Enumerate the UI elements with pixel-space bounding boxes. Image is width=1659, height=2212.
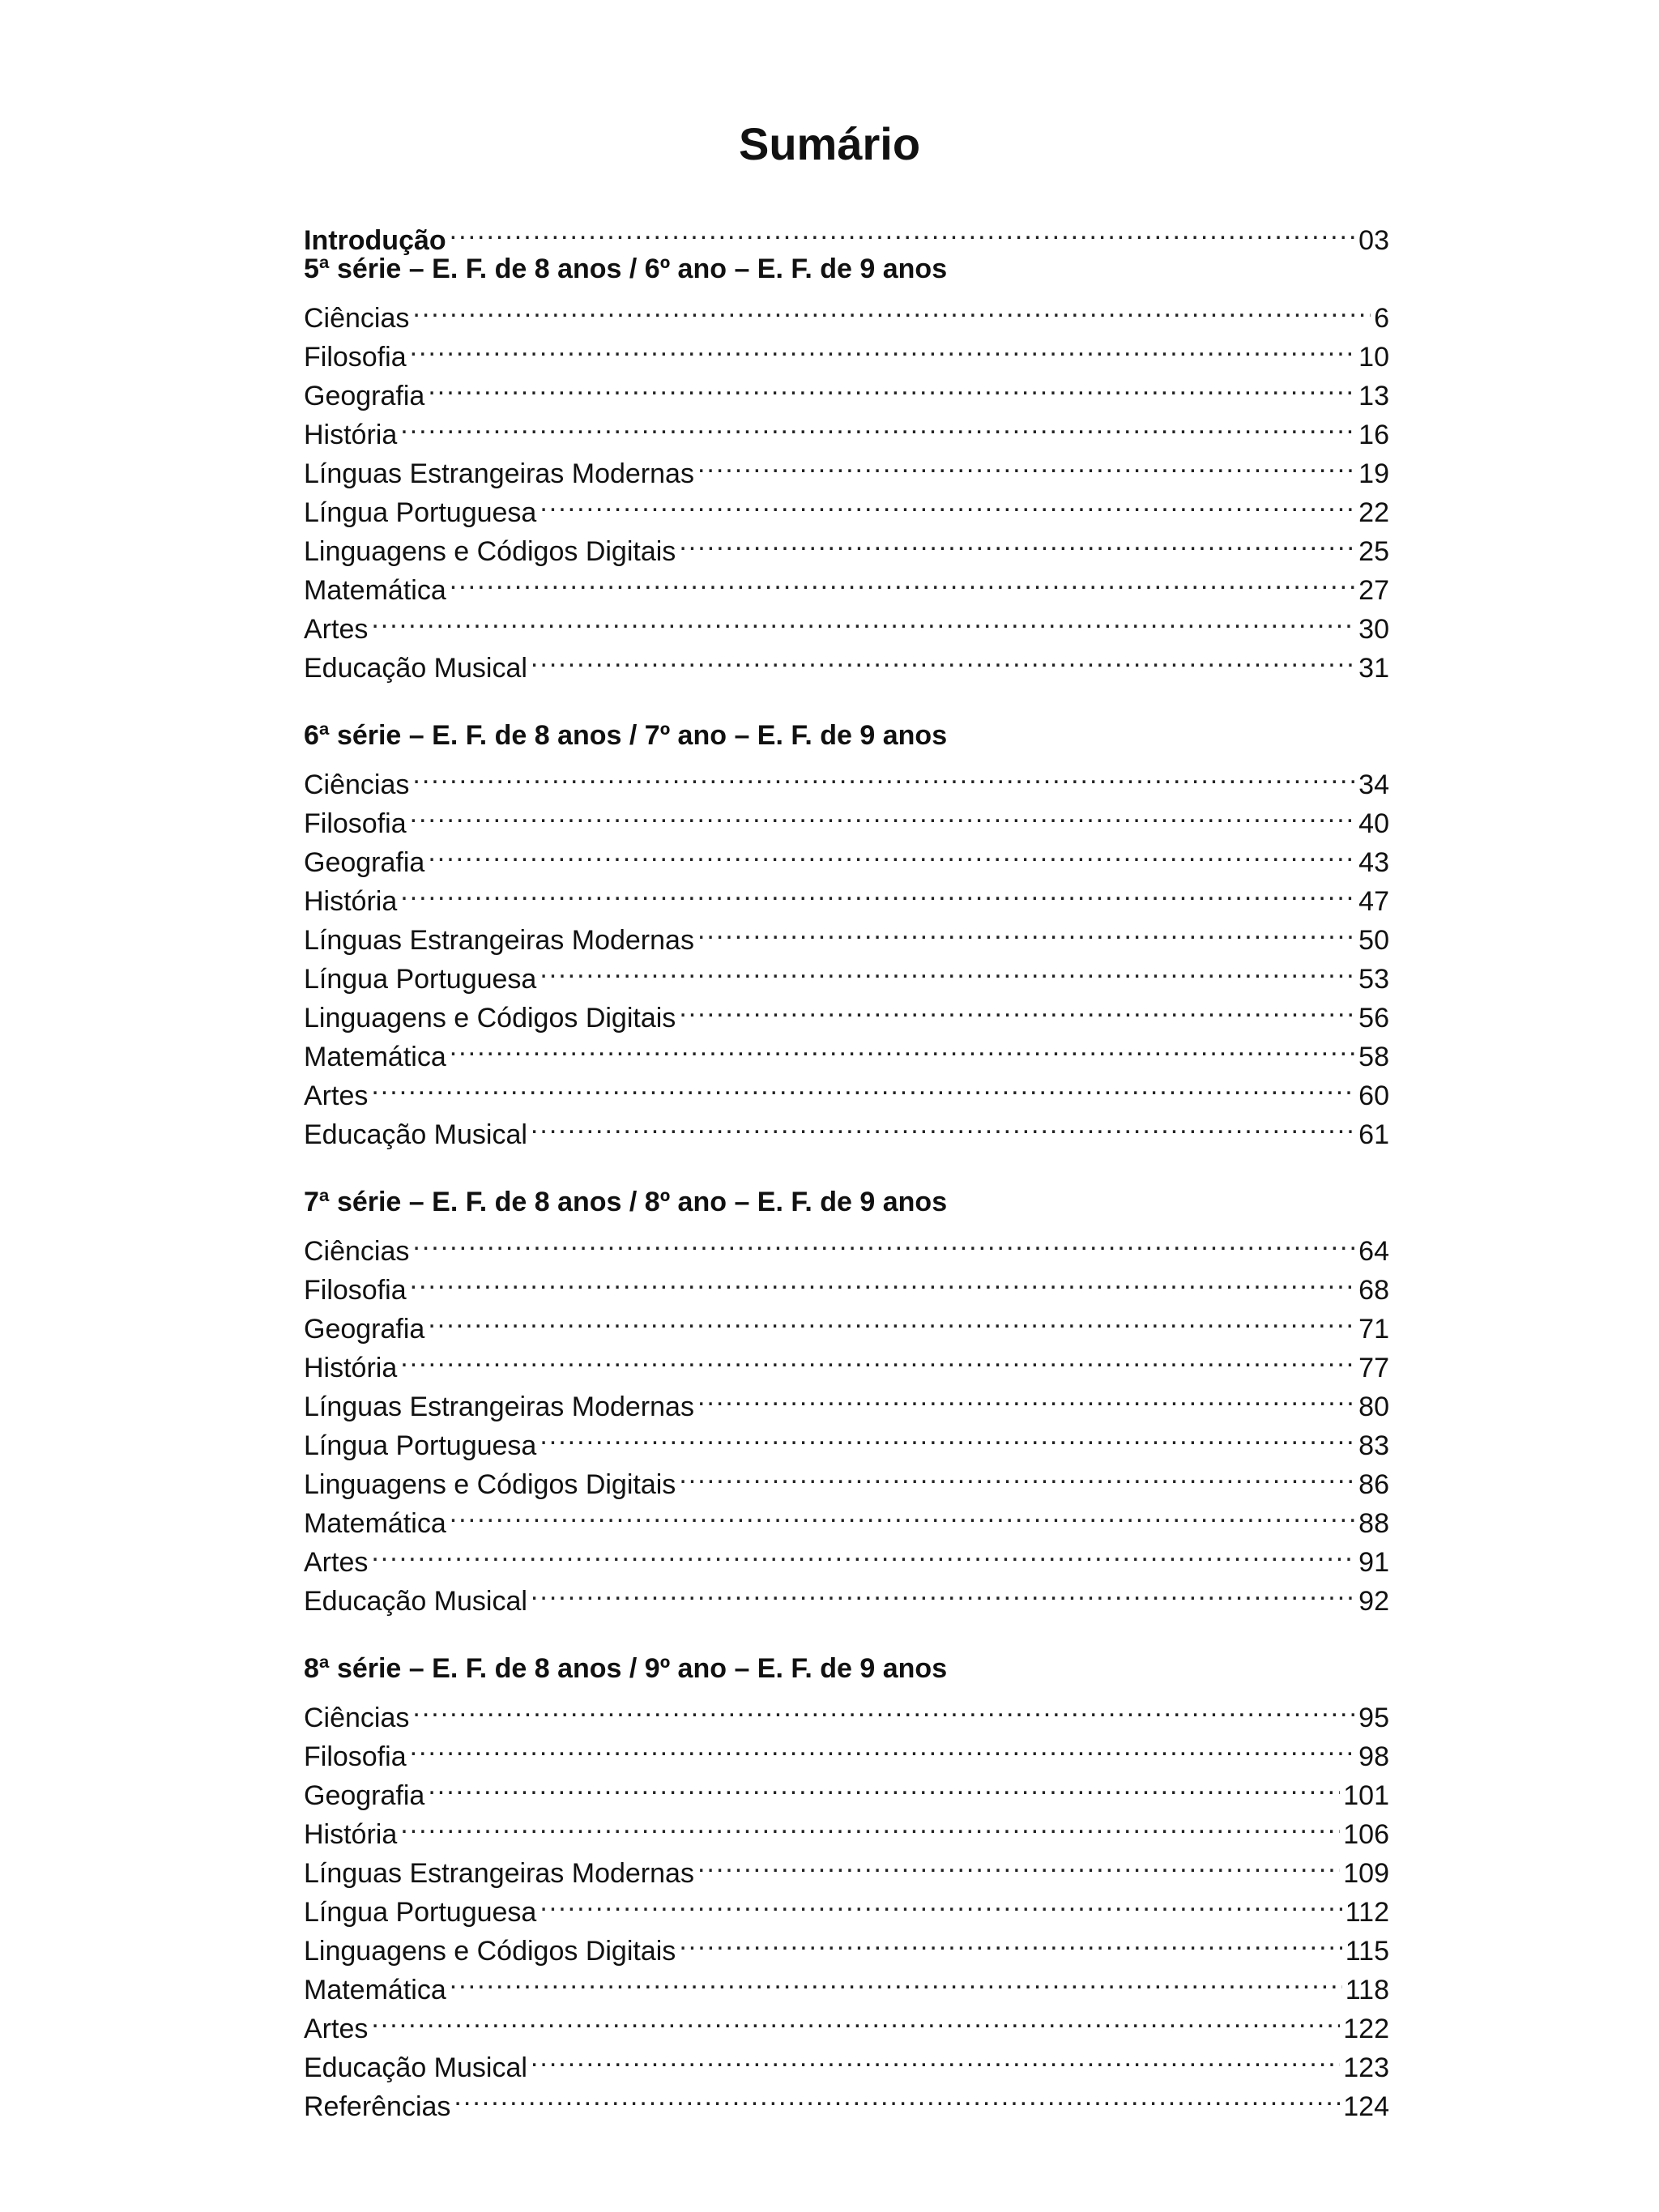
toc-entry-label: Geografia [304, 847, 425, 878]
toc-entry-page: 118 [1345, 1975, 1389, 2005]
toc-entry-page: 19 [1358, 458, 1389, 489]
toc-entry-label: Língua Portuguesa [304, 964, 537, 995]
dot-leader [400, 1805, 1340, 1843]
toc-entry-label: Línguas Estrangeiras Modernas [304, 1858, 694, 1889]
toc-entry-page: 88 [1358, 1508, 1389, 1539]
toc-entry[interactable] [304, 2077, 1389, 2122]
toc-entry-page: 106 [1343, 1819, 1389, 1850]
dot-leader [412, 1688, 1355, 1727]
dot-leader [410, 794, 1356, 833]
toc-entry[interactable] [304, 405, 1389, 450]
toc-entry-page: 6 [1374, 303, 1389, 334]
toc-entry-page: 58 [1358, 1042, 1389, 1072]
toc-entry[interactable] [304, 1299, 1389, 1345]
toc-entry[interactable] [304, 1066, 1389, 1111]
toc-entry[interactable] [304, 755, 1389, 800]
toc-entry-page: 71 [1358, 1314, 1389, 1345]
toc-entry-label: Linguagens e Códigos Digitais [304, 1003, 676, 1034]
toc-entry-page: 115 [1345, 1936, 1389, 1967]
section-heading: 8ª série – E. F. de 8 anos / 9º ano – E. F. de 9 anos [304, 1653, 948, 1684]
toc-entry-label: Matemática [304, 1042, 446, 1072]
toc-entry-page: 80 [1358, 1392, 1389, 1422]
toc-entry-page: 03 [1358, 225, 1389, 256]
toc-entry[interactable] [304, 599, 1389, 645]
toc-entry[interactable] [304, 1960, 1389, 2005]
dot-leader [531, 2038, 1340, 2077]
toc-entry[interactable] [304, 910, 1389, 956]
toc-entry-label: Artes [304, 2014, 369, 2044]
toc-entry[interactable] [304, 1494, 1389, 1539]
toc-entry-page: 98 [1358, 1741, 1389, 1772]
dot-leader [531, 1105, 1355, 1144]
dot-leader [412, 1221, 1355, 1260]
dot-leader [400, 405, 1355, 444]
dot-leader [410, 1727, 1356, 1766]
toc-entry[interactable] [304, 1999, 1389, 2044]
toc-entry-label: Referências [304, 2091, 451, 2122]
toc-entry-page: 91 [1358, 1547, 1389, 1578]
dot-leader [679, 988, 1355, 1027]
dot-leader [412, 755, 1355, 794]
toc-entry-label: Filosofia [304, 808, 407, 839]
dot-leader [697, 1377, 1355, 1416]
dot-leader [371, 1066, 1355, 1105]
dot-leader [450, 1960, 1342, 1999]
toc-entry[interactable] [304, 1571, 1389, 1617]
dot-leader [428, 833, 1355, 872]
dot-leader [400, 872, 1355, 910]
dot-leader [697, 910, 1355, 949]
dot-leader [410, 327, 1356, 366]
toc-entry-label: Ciências [304, 1236, 410, 1267]
toc-entry-label: Ciências [304, 769, 410, 800]
toc-entry-label: Línguas Estrangeiras Modernas [304, 925, 694, 956]
toc-entry-label: Linguagens e Códigos Digitais [304, 536, 676, 567]
table-of-contents [304, 211, 1389, 2122]
dot-leader [531, 638, 1355, 677]
toc-entry[interactable] [304, 1843, 1389, 1889]
toc-entry-label: Introdução [304, 225, 446, 256]
section-heading: 6ª série – E. F. de 8 anos / 7º ano – E. F. de 9 anos [304, 720, 948, 751]
toc-entry-page: 50 [1358, 925, 1389, 956]
dot-leader [679, 522, 1355, 560]
toc-entry-label: História [304, 886, 398, 917]
toc-entry[interactable] [304, 1805, 1389, 1850]
toc-entry-page: 13 [1358, 381, 1389, 411]
toc-entry-page: 22 [1358, 497, 1389, 528]
toc-entry-label: Línguas Estrangeiras Modernas [304, 458, 694, 489]
dot-leader [679, 1921, 1341, 1960]
toc-entry[interactable] [304, 638, 1389, 684]
dot-leader [428, 1299, 1355, 1338]
dot-leader [450, 560, 1355, 599]
dot-leader [454, 2077, 1340, 2116]
toc-entry-label: Artes [304, 1547, 369, 1578]
toc-entry-label: História [304, 1353, 398, 1383]
toc-entry-page: 25 [1358, 536, 1389, 567]
toc-entry-label: Matemática [304, 1508, 446, 1539]
toc-entry-label: Ciências [304, 1703, 410, 1733]
toc-entry-page: 64 [1358, 1236, 1389, 1267]
section-heading: 5ª série – E. F. de 8 anos / 6º ano – E. F. de 9 anos [304, 254, 948, 284]
toc-entry[interactable] [304, 366, 1389, 411]
toc-sections [304, 249, 1389, 2122]
dot-leader [371, 599, 1355, 638]
toc-entry-label: História [304, 420, 398, 450]
toc-entry-label: Educação Musical [304, 1586, 527, 1617]
toc-entry[interactable] [304, 1027, 1389, 1072]
dot-leader [450, 1494, 1355, 1532]
dot-leader [428, 366, 1355, 405]
toc-entry-page: 43 [1358, 847, 1389, 878]
toc-entry-label: Educação Musical [304, 1119, 527, 1150]
toc-entry-label: Filosofia [304, 342, 407, 373]
toc-entry-page: 122 [1343, 2014, 1389, 2044]
toc-entry-label: Língua Portuguesa [304, 1430, 537, 1461]
toc-entry[interactable] [304, 833, 1389, 878]
toc-entry-page: 40 [1358, 808, 1389, 839]
toc-entry-page: 56 [1358, 1003, 1389, 1034]
toc-entry-label: Ciências [304, 303, 410, 334]
dot-leader [371, 1532, 1355, 1571]
toc-entry-label: Educação Musical [304, 653, 527, 684]
dot-leader [531, 1571, 1355, 1610]
toc-entry-label: Línguas Estrangeiras Modernas [304, 1392, 694, 1422]
toc-entry-label: Linguagens e Códigos Digitais [304, 1936, 676, 1967]
toc-entry[interactable] [304, 2038, 1389, 2083]
toc-entry-page: 31 [1358, 653, 1389, 684]
toc-entry-page: 16 [1358, 420, 1389, 450]
toc-entry-page: 60 [1358, 1080, 1389, 1111]
toc-entry[interactable] [304, 1377, 1389, 1422]
toc-entry[interactable] [304, 444, 1389, 489]
toc-entry[interactable] [304, 1766, 1389, 1811]
page-title: Sumário [738, 118, 921, 169]
toc-entry-page: 101 [1343, 1780, 1389, 1811]
dot-leader [539, 483, 1355, 522]
toc-entry-page: 112 [1345, 1897, 1389, 1928]
toc-entry[interactable] [304, 1105, 1389, 1150]
toc-entry[interactable] [304, 327, 1389, 373]
toc-entry-page: 34 [1358, 769, 1389, 800]
toc-entry-page: 61 [1358, 1119, 1389, 1150]
toc-entry-page: 123 [1343, 2052, 1389, 2083]
toc-entry-label: Artes [304, 614, 369, 645]
dot-leader [428, 1766, 1340, 1805]
dot-leader [400, 1338, 1355, 1377]
toc-entry-page: 47 [1358, 886, 1389, 917]
toc-entry-label: Geografia [304, 1780, 425, 1811]
toc-entry[interactable] [304, 1532, 1389, 1578]
toc-entry-label: Matemática [304, 575, 446, 606]
dot-leader [697, 1843, 1340, 1882]
dot-leader [450, 1027, 1355, 1066]
toc-entry[interactable] [304, 1727, 1389, 1772]
toc-entry[interactable] [304, 560, 1389, 606]
toc-entry[interactable] [304, 1688, 1389, 1733]
toc-entry-label: Filosofia [304, 1741, 407, 1772]
dot-leader [539, 1416, 1355, 1455]
toc-entry-page: 92 [1358, 1586, 1389, 1617]
section-heading: 7ª série – E. F. de 8 anos / 8º ano – E. F. de 9 anos [304, 1187, 948, 1217]
dot-leader [539, 949, 1355, 988]
toc-entry-page: 27 [1358, 575, 1389, 606]
dot-leader [410, 1260, 1356, 1299]
toc-entry-label: Filosofia [304, 1275, 407, 1306]
toc-entry-label: História [304, 1819, 398, 1850]
toc-entry[interactable] [304, 872, 1389, 917]
toc-entry-label: Geografia [304, 381, 425, 411]
toc-entry-label: Artes [304, 1080, 369, 1111]
toc-entry[interactable] [304, 1221, 1389, 1267]
toc-entry-page: 86 [1358, 1469, 1389, 1500]
toc-entry[interactable] [304, 288, 1389, 334]
dot-leader [679, 1455, 1355, 1494]
toc-entry[interactable] [304, 1338, 1389, 1383]
toc-entry-page: 53 [1358, 964, 1389, 995]
toc-entry-label: Língua Portuguesa [304, 497, 537, 528]
toc-entry-introduction[interactable] [304, 211, 1389, 256]
dot-leader [450, 211, 1356, 249]
dot-leader [371, 1999, 1340, 2038]
toc-entry-page: 83 [1358, 1430, 1389, 1461]
dot-leader [539, 1882, 1341, 1921]
toc-entry[interactable] [304, 794, 1389, 839]
toc-entry-page: 10 [1358, 342, 1389, 373]
toc-entry-label: Linguagens e Códigos Digitais [304, 1469, 676, 1500]
toc-entry-label: Matemática [304, 1975, 446, 2005]
toc-entry-page: 109 [1343, 1858, 1389, 1889]
toc-entry-page: 30 [1358, 614, 1389, 645]
toc-entry-label: Educação Musical [304, 2052, 527, 2083]
toc-entry[interactable] [304, 1260, 1389, 1306]
toc-entry-label: Geografia [304, 1314, 425, 1345]
toc-entry-page: 95 [1358, 1703, 1389, 1733]
toc-entry-page: 124 [1343, 2091, 1389, 2122]
toc-entry-page: 77 [1358, 1353, 1389, 1383]
toc-entry-label: Língua Portuguesa [304, 1897, 537, 1928]
dot-leader [697, 444, 1355, 483]
toc-entry-page: 68 [1358, 1275, 1389, 1306]
dot-leader [412, 288, 1371, 327]
